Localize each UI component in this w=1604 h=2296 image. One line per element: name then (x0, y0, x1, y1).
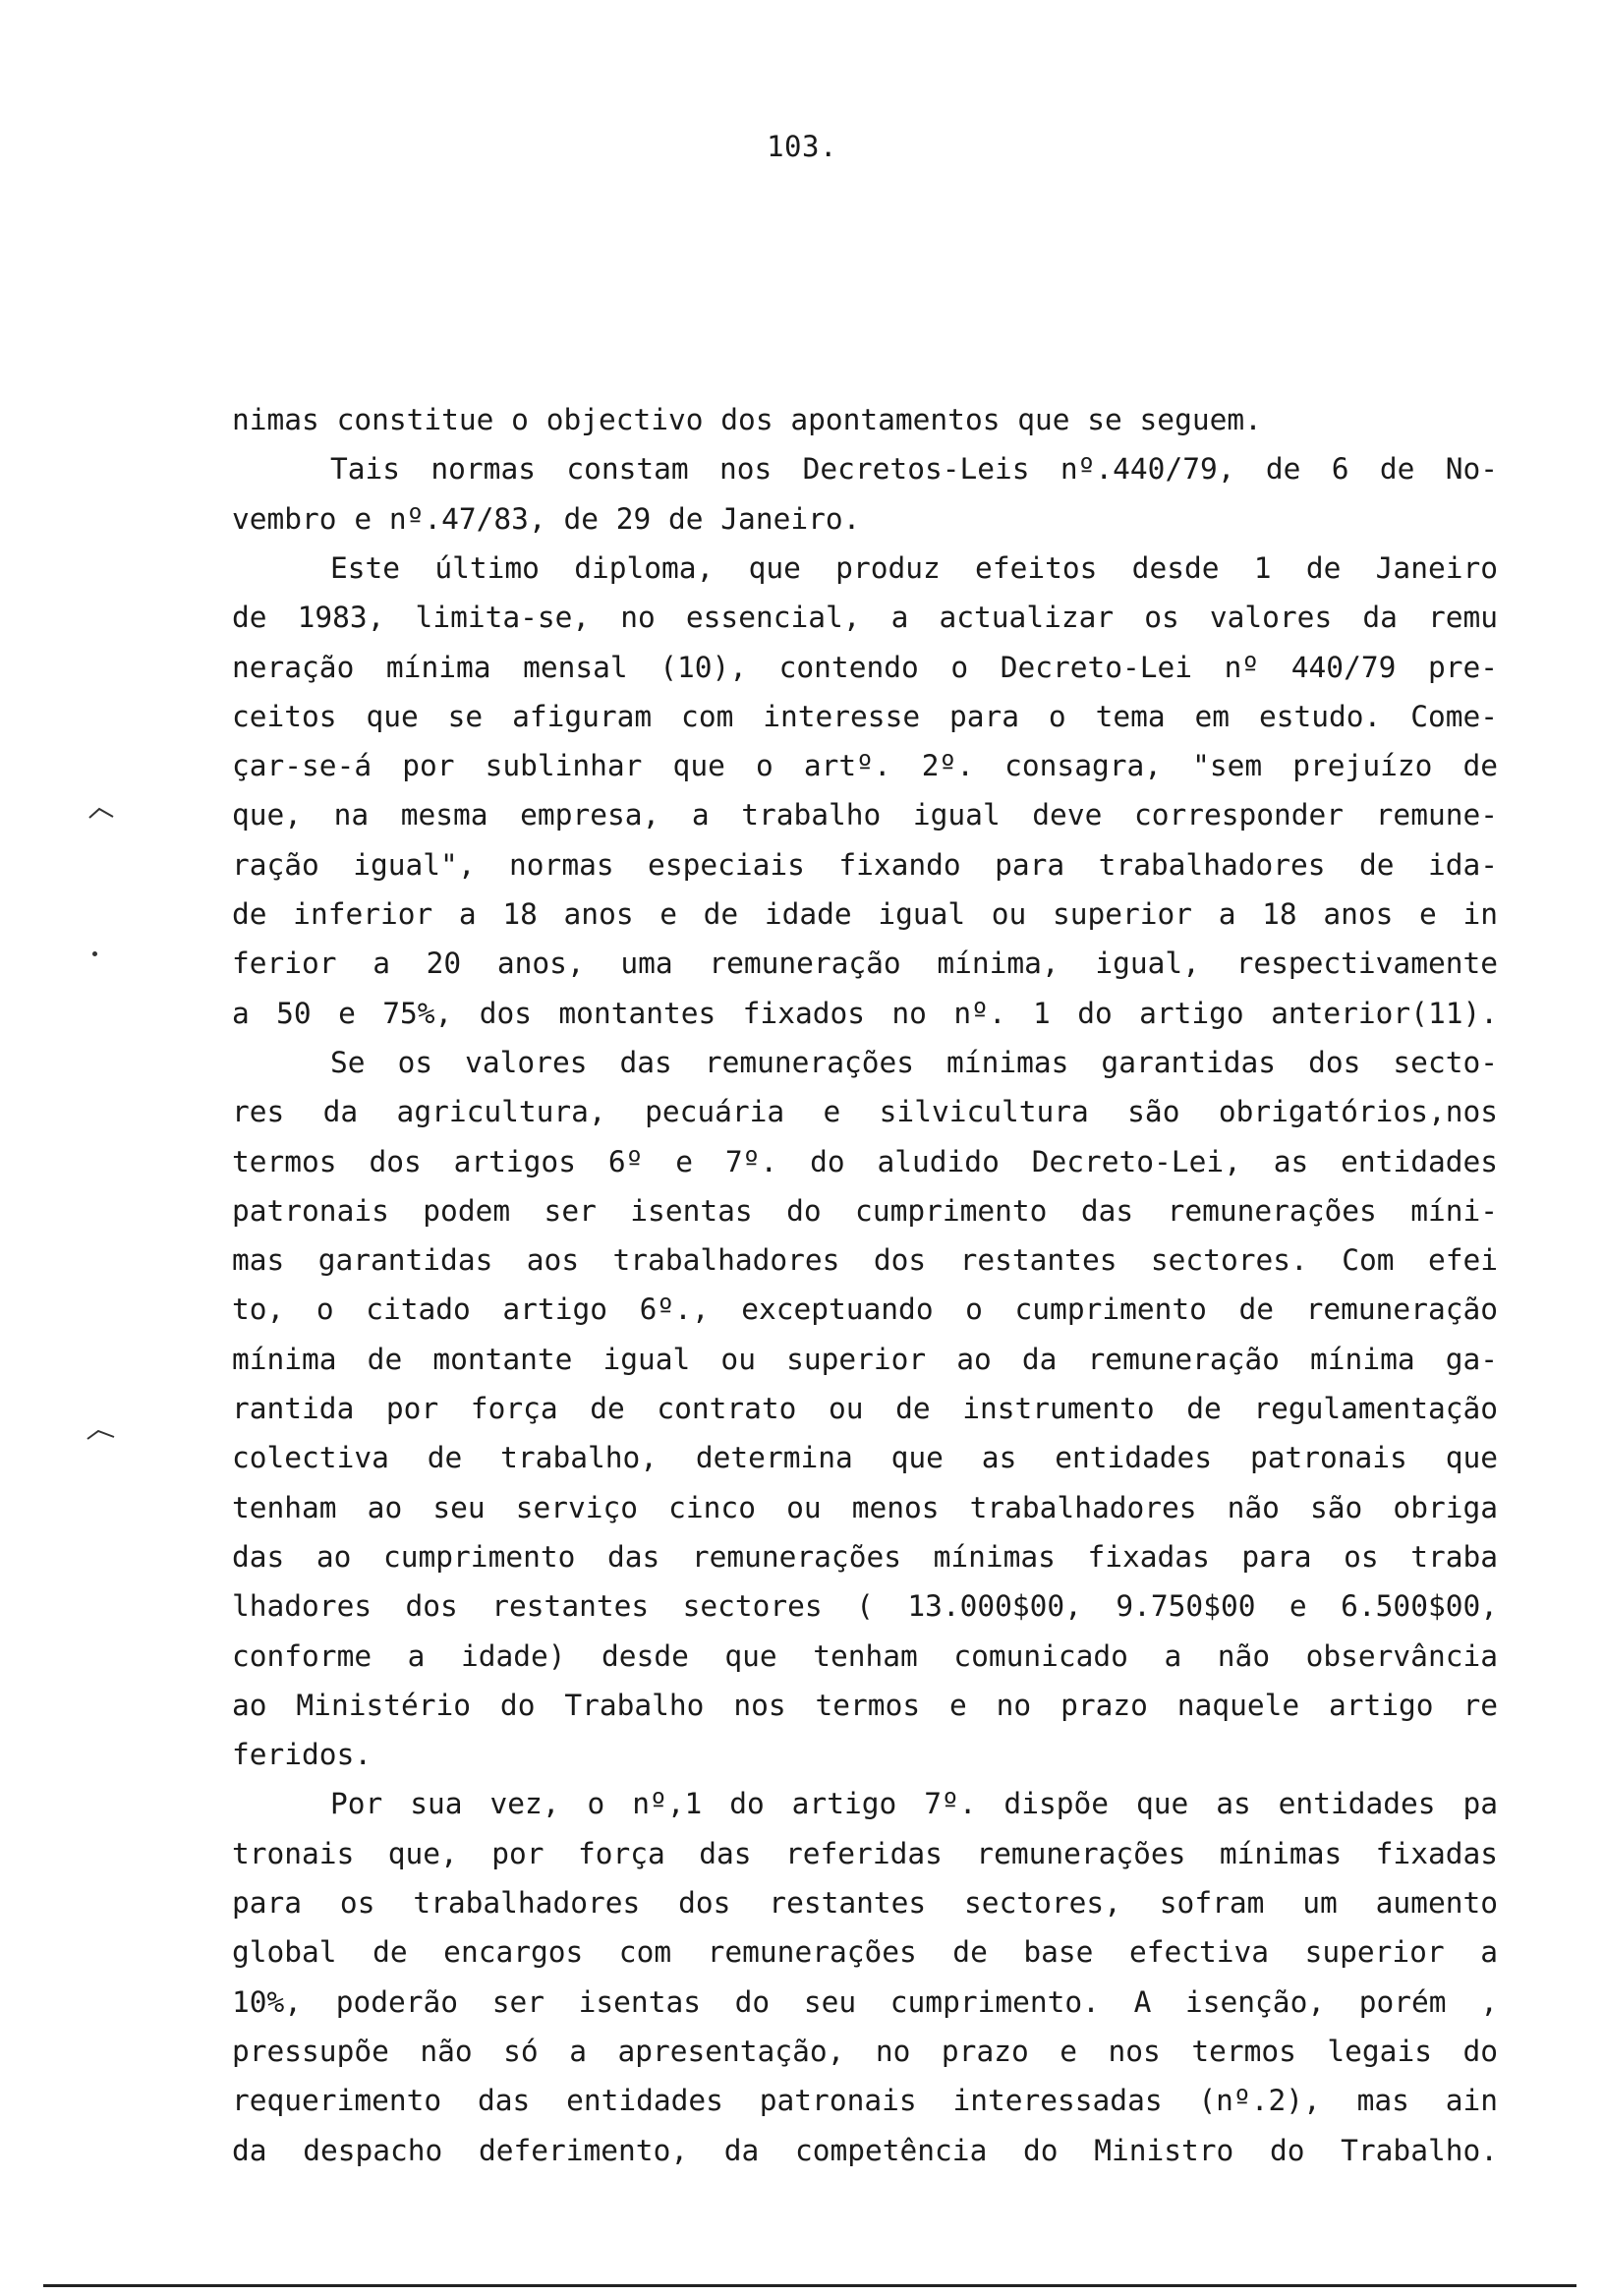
text-line: Se os valores das remunerações mínimas garantidas dos secto- (330, 1046, 1498, 1079)
text-line: ceitos que se afiguram com interesse para o tema em estudo. Come- (232, 700, 1498, 733)
text-line: mas garantidas aos trabalhadores dos restantes sectores. Com efei (232, 1243, 1498, 1277)
text-line: que, na mesma empresa, a trabalho igual deve corresponder remune- (232, 798, 1498, 832)
text-line: nimas constitue o objectivo dos apontamentos que se seguem. (232, 403, 1262, 436)
text-line: vembro e nº.47/83, de 29 de Janeiro. (232, 502, 861, 536)
text-line: para os trabalhadores dos restantes sectores, sofram um aumento (232, 1886, 1498, 1920)
text-line: colectiva de trabalho, determina que as entidades patronais que (232, 1441, 1498, 1474)
bottom-rule (43, 2284, 1576, 2287)
text-line: requerimento das entidades patronais interessadas (nº.2), mas ain (232, 2084, 1498, 2117)
text-line: to, o citado artigo 6º., exceptuando o cumprimento de remuneração (232, 1292, 1498, 1326)
text-line: tenham ao seu serviço cinco ou menos trabalhadores não são obriga (232, 1491, 1498, 1524)
text-line: ao Ministério do Trabalho nos termos e no prazo naquele artigo re (232, 1689, 1498, 1722)
text-line: pressupõe não só a apresentação, no prazo e nos termos legais do (232, 2035, 1498, 2068)
margin-mark-icon (88, 806, 114, 820)
text-line: ferior a 20 anos, uma remuneração mínima, igual, respectivamente (232, 947, 1498, 980)
margin-dot-icon (92, 951, 97, 956)
text-line: feridos. (232, 1738, 372, 1771)
text-line: conforme a idade) desde que tenham comunicado a não observância (232, 1639, 1498, 1673)
text-line: neração mínima mensal (10), contendo o Decreto-Lei nº 440/79 pre- (232, 651, 1498, 684)
text-line: de 1983, limita-se, no essencial, a actualizar os valores da remu (232, 601, 1498, 634)
text-line: Por sua vez, o nº,1 do artigo 7º. dispõe que as entidades pa (330, 1787, 1498, 1820)
text-line: tronais que, por força das referidas remunerações mínimas fixadas (232, 1837, 1498, 1870)
text-line: ração igual", normas especiais fixando para trabalhadores de ida- (232, 848, 1498, 882)
text-line: Este último diploma, que produz efeitos desde 1 de Janeiro (330, 551, 1498, 585)
page-number: 103. (767, 130, 837, 163)
text-line: res da agricultura, pecuária e silvicultura são obrigatórios,nos (232, 1095, 1498, 1128)
text-line: çar-se-á por sublinhar que o artº. 2º. consagra, "sem prejuízo de (232, 749, 1498, 782)
text-line: das ao cumprimento das remunerações mínimas fixadas para os traba (232, 1540, 1498, 1574)
text-line: a 50 e 75%, dos montantes fixados no nº. 1 do artigo anterior(11). (232, 997, 1498, 1030)
text-line: rantida por força de contrato ou de instrumento de regulamentação (232, 1392, 1498, 1425)
text-line: patronais podem ser isentas do cumprimento das remunerações míni- (232, 1194, 1498, 1228)
margin-mark-icon (86, 1427, 112, 1441)
text-line: lhadores dos restantes sectores ( 13.000$00, 9.750$00 e 6.500$00, (232, 1589, 1498, 1623)
text-line: da despacho deferimento, da competência do Ministro do Trabalho. (232, 2134, 1498, 2167)
text-line: termos dos artigos 6º e 7º. do aludido Decreto-Lei, as entidades (232, 1145, 1498, 1178)
text-line: mínima de montante igual ou superior ao da remuneração mínima ga- (232, 1343, 1498, 1376)
text-line: de inferior a 18 anos e de idade igual ou superior a 18 anos e in (232, 897, 1498, 931)
text-line: 10%, poderão ser isentas do seu cumprimento. A isenção, porém , (232, 1985, 1498, 2019)
text-line: Tais normas constam nos Decretos-Leis nº.440/79, de 6 de No- (330, 452, 1498, 486)
text-line: global de encargos com remunerações de base efectiva superior a (232, 1935, 1498, 1969)
